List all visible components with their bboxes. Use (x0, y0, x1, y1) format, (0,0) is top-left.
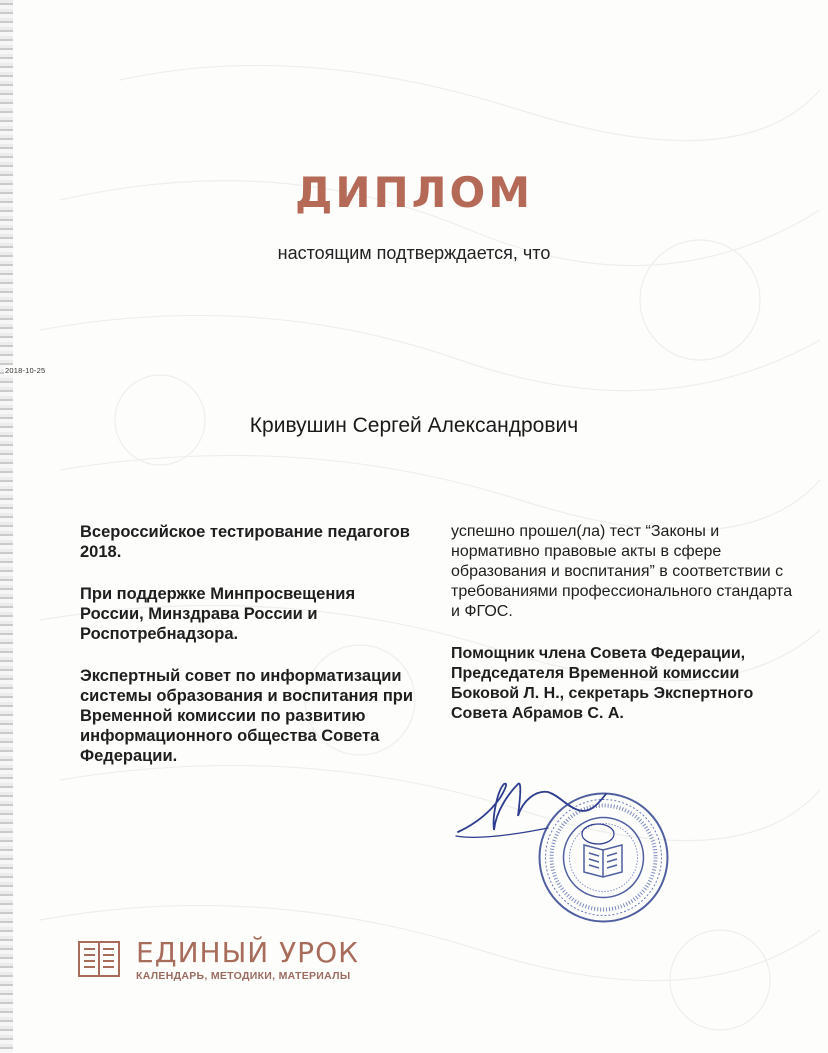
signatory-text: Помощник члена Совета Федерации, Председателя Временной комиссии Боковой Л. Н., секретарь Экспертного Совета Абрамов С. А. (451, 645, 754, 722)
signature (448, 770, 618, 850)
diploma-subtitle: настоящим подтверждается, что (277, 243, 551, 263)
recipient-name: Кривушин Сергей Александрович (249, 414, 579, 437)
testing-text: Всероссийское тестирование педагогов 2018. (80, 523, 410, 561)
print-date: 2018-10-25 (5, 366, 46, 375)
logo-name: ЕДИНЫЙ УРОК (136, 936, 359, 969)
open-book-icon (78, 940, 120, 978)
right-column (451, 522, 801, 746)
result-text: успешно прошел(ла) тест “Законы и нормативно правовые акты в сфере образования и воспитания” в соответствии с требованиями профессионального стандарта и ФГОС. (451, 523, 793, 620)
binding-strip (0, 0, 13, 1053)
edinyi-urok-logo (78, 938, 378, 986)
diploma-title: ДИПЛОМ (294, 168, 534, 217)
council-text: Экспертный совет по информатизации системы образования и воспитания при Временной комиссии по развитию информационного общества Совета Федерации. (80, 667, 414, 765)
logo-tagline: КАЛЕНДАРЬ, МЕТОДИКИ, МАТЕРИАЛЫ (136, 970, 351, 982)
left-column (80, 522, 420, 788)
support-text: При поддержке Минпросвещения России, Минздрава России и Роспотребнадзора. (80, 585, 356, 643)
